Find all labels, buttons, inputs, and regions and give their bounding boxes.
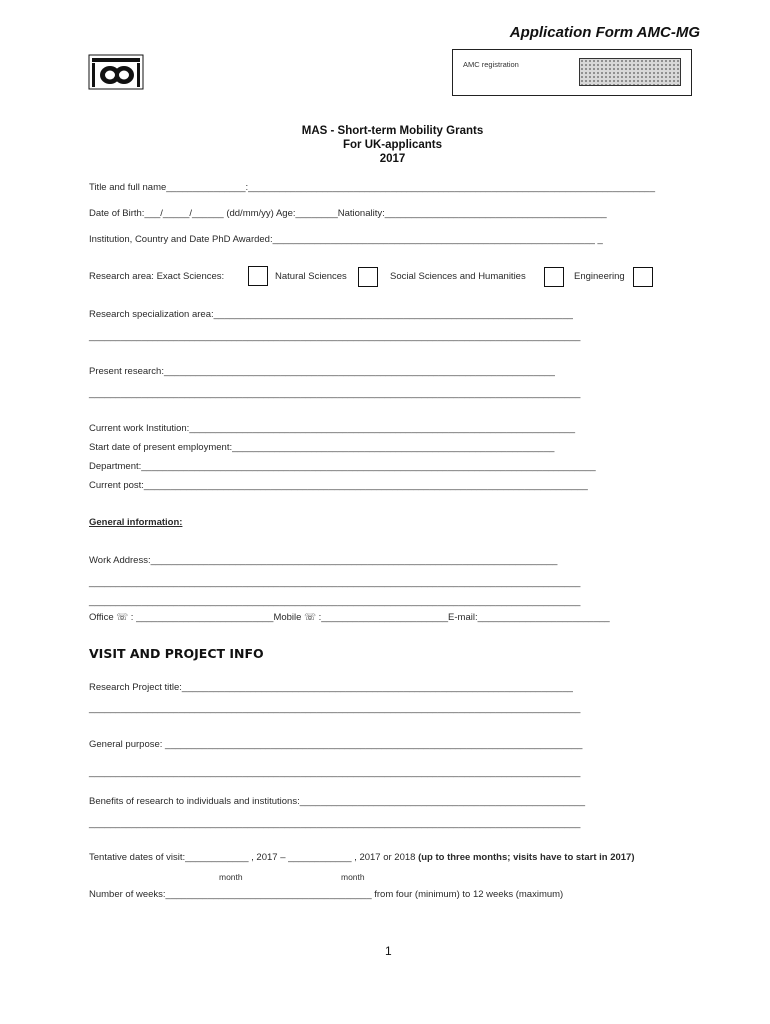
checkbox-social-sciences[interactable] (544, 267, 564, 287)
amc-registration-label: AMC registration (463, 60, 519, 69)
checkbox-engineering[interactable] (633, 267, 653, 287)
date-of-birth-field[interactable]: Date of Birth:___/_____/______ (dd/mm/yy) Age:________Nationality:__________________________________________ (89, 208, 607, 219)
work-address-field[interactable]: Work Address:_____________________________________________________________________________ (89, 555, 558, 566)
amc-logo (88, 54, 144, 90)
tentative-dates-field[interactable] (89, 852, 635, 864)
form-title: Application Form AMC-MG (509, 24, 700, 41)
option-social-sciences: Social Sciences and Humanities (390, 271, 526, 282)
month-label-end: month (341, 872, 365, 882)
present-research-continuation[interactable]: _____________________________________________________________________________________________ (89, 388, 581, 399)
tentative-dates-text: Tentative dates of visit:____________ , 2017 – ____________ , 2017 or 2018 (89, 852, 419, 863)
number-of-weeks-field[interactable]: Number of weeks:_______________________________________ from four (minimum) to 12 weeks (maximum) (89, 889, 564, 900)
general-info-heading: General information: (89, 517, 183, 528)
checkbox-natural-sciences[interactable] (358, 267, 378, 287)
contact-fields[interactable]: Office ☏ : __________________________Mobile ☏ :________________________E-mail:_________________________ (89, 612, 610, 623)
grant-title: MAS - Short-term Mobility Grants (301, 125, 484, 137)
month-label-start: month (219, 872, 243, 882)
benefits-field[interactable]: Benefits of research to individuals and institutions:______________________________________________________ (89, 796, 586, 807)
option-engineering: Engineering (574, 271, 625, 282)
checkbox-exact-sciences[interactable] (248, 266, 268, 286)
project-title-continuation[interactable]: _____________________________________________________________________________________________ (89, 703, 581, 714)
tentative-dates-note: (up to three months; visits have to start in 2017) (418, 852, 635, 863)
specialization-continuation[interactable]: _____________________________________________________________________________________________ (89, 331, 581, 342)
research-area-label: Research area: Exact Sciences: (89, 271, 225, 282)
department-field[interactable]: Department:______________________________________________________________________________________ (89, 461, 596, 472)
benefits-continuation[interactable]: _____________________________________________________________________________________________ (89, 818, 581, 829)
title-name-field[interactable]: Title and full name_______________:_____________________________________________________________________________ (89, 182, 655, 193)
visit-project-heading: VISIT AND PROJECT INFO (89, 646, 264, 661)
work-address-continuation-1[interactable]: _____________________________________________________________________________________________ (89, 577, 581, 588)
general-purpose-field[interactable]: General purpose: _______________________________________________________________________________ (89, 739, 583, 750)
page-number: 1 (385, 944, 392, 958)
work-address-continuation-2[interactable]: _____________________________________________________________________________________________ (89, 596, 581, 607)
project-title-field[interactable]: Research Project title:__________________________________________________________________________ (89, 682, 573, 693)
grant-subtitle: For UK-applicants (342, 139, 443, 151)
institution-field[interactable]: Institution, Country and Date PhD Awarded:_____________________________________________________________ _ (89, 234, 603, 245)
grant-year: 2017 (379, 153, 406, 165)
present-research-field[interactable]: Present research:__________________________________________________________________________ (89, 366, 555, 377)
specialization-field[interactable]: Research specialization area:____________________________________________________________________ (89, 309, 573, 320)
current-institution-field[interactable]: Current work Institution:_________________________________________________________________________ (89, 423, 576, 434)
start-date-field[interactable]: Start date of present employment:_____________________________________________________________ (89, 442, 555, 453)
amc-registration-field[interactable] (579, 58, 681, 86)
amc-registration-box (452, 49, 692, 96)
option-natural-sciences: Natural Sciences (275, 271, 347, 282)
general-purpose-continuation[interactable]: _____________________________________________________________________________________________ (89, 767, 581, 778)
current-post-field[interactable]: Current post:____________________________________________________________________________________ (89, 480, 588, 491)
